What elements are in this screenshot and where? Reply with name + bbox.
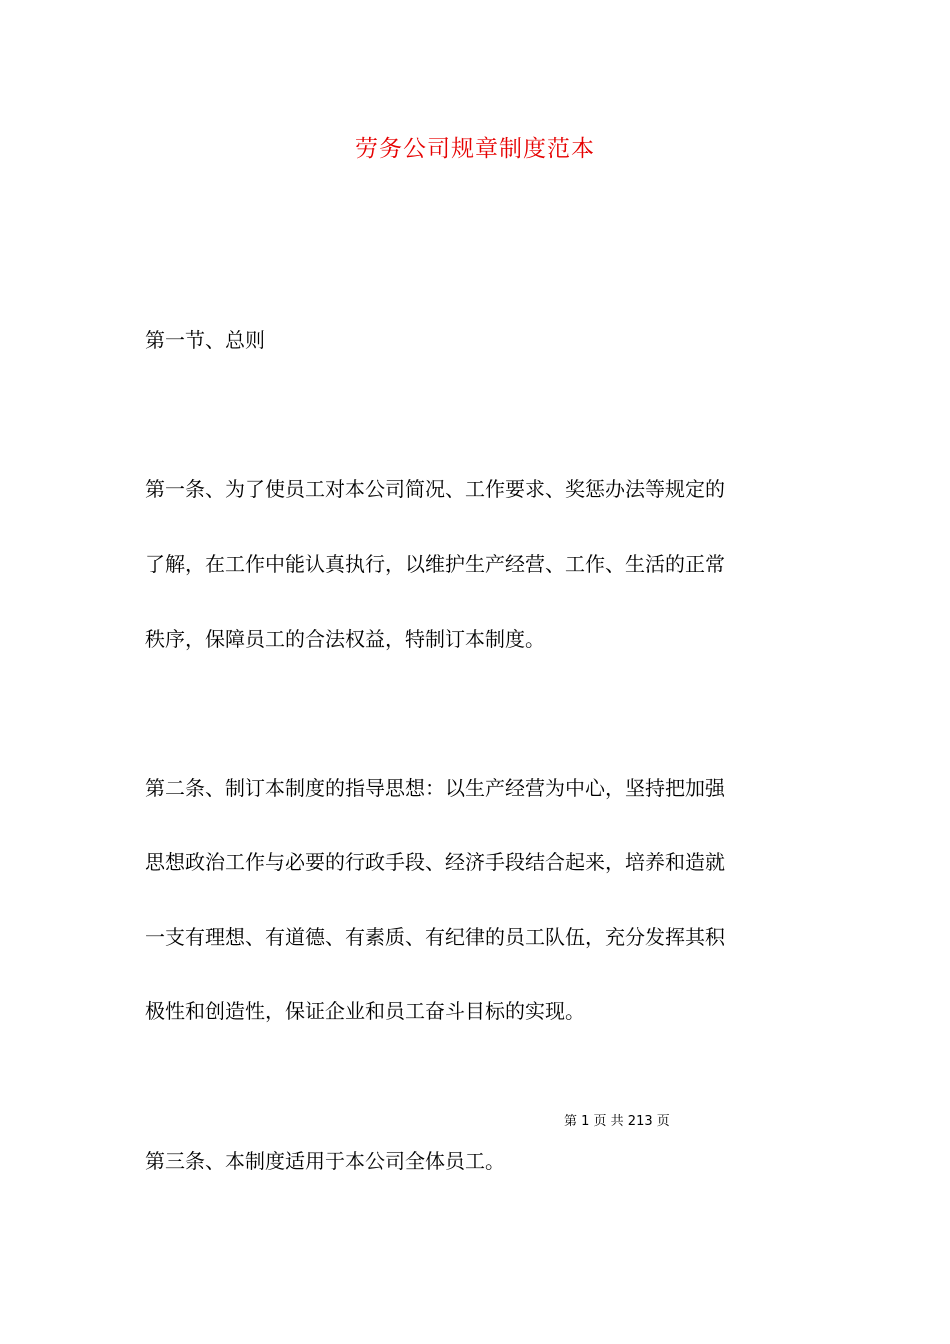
article-1-line-3: 秩序，保障员工的合法权益，特制订本制度。 xyxy=(145,627,545,651)
section-heading: 第一节、总则 xyxy=(145,328,265,352)
article-2-line-3: 一支有理想、有道德、有素质、有纪律的员工队伍，充分发挥其积 xyxy=(145,925,725,949)
article-2-line-1: 第二条、制订本制度的指导思想：以生产经营为中心，坚持把加强 xyxy=(145,776,725,800)
article-3-line-1: 第三条、本制度适用于本公司全体员工。 xyxy=(145,1149,505,1173)
article-2-line-2: 思想政治工作与必要的行政手段、经济手段结合起来，培养和造就 xyxy=(145,850,725,874)
page-number: 第 1 页 共 213 页 xyxy=(564,1114,670,1129)
article-2-line-4: 极性和创造性，保证企业和员工奋斗目标的实现。 xyxy=(145,999,585,1023)
article-1-line-1: 第一条、为了使员工对本公司简况、工作要求、奖惩办法等规定的 xyxy=(145,477,725,501)
document-title: 劳务公司规章制度范本 xyxy=(355,136,595,162)
article-1-line-2: 了解，在工作中能认真执行，以维护生产经营、工作、生活的正常 xyxy=(145,552,725,576)
